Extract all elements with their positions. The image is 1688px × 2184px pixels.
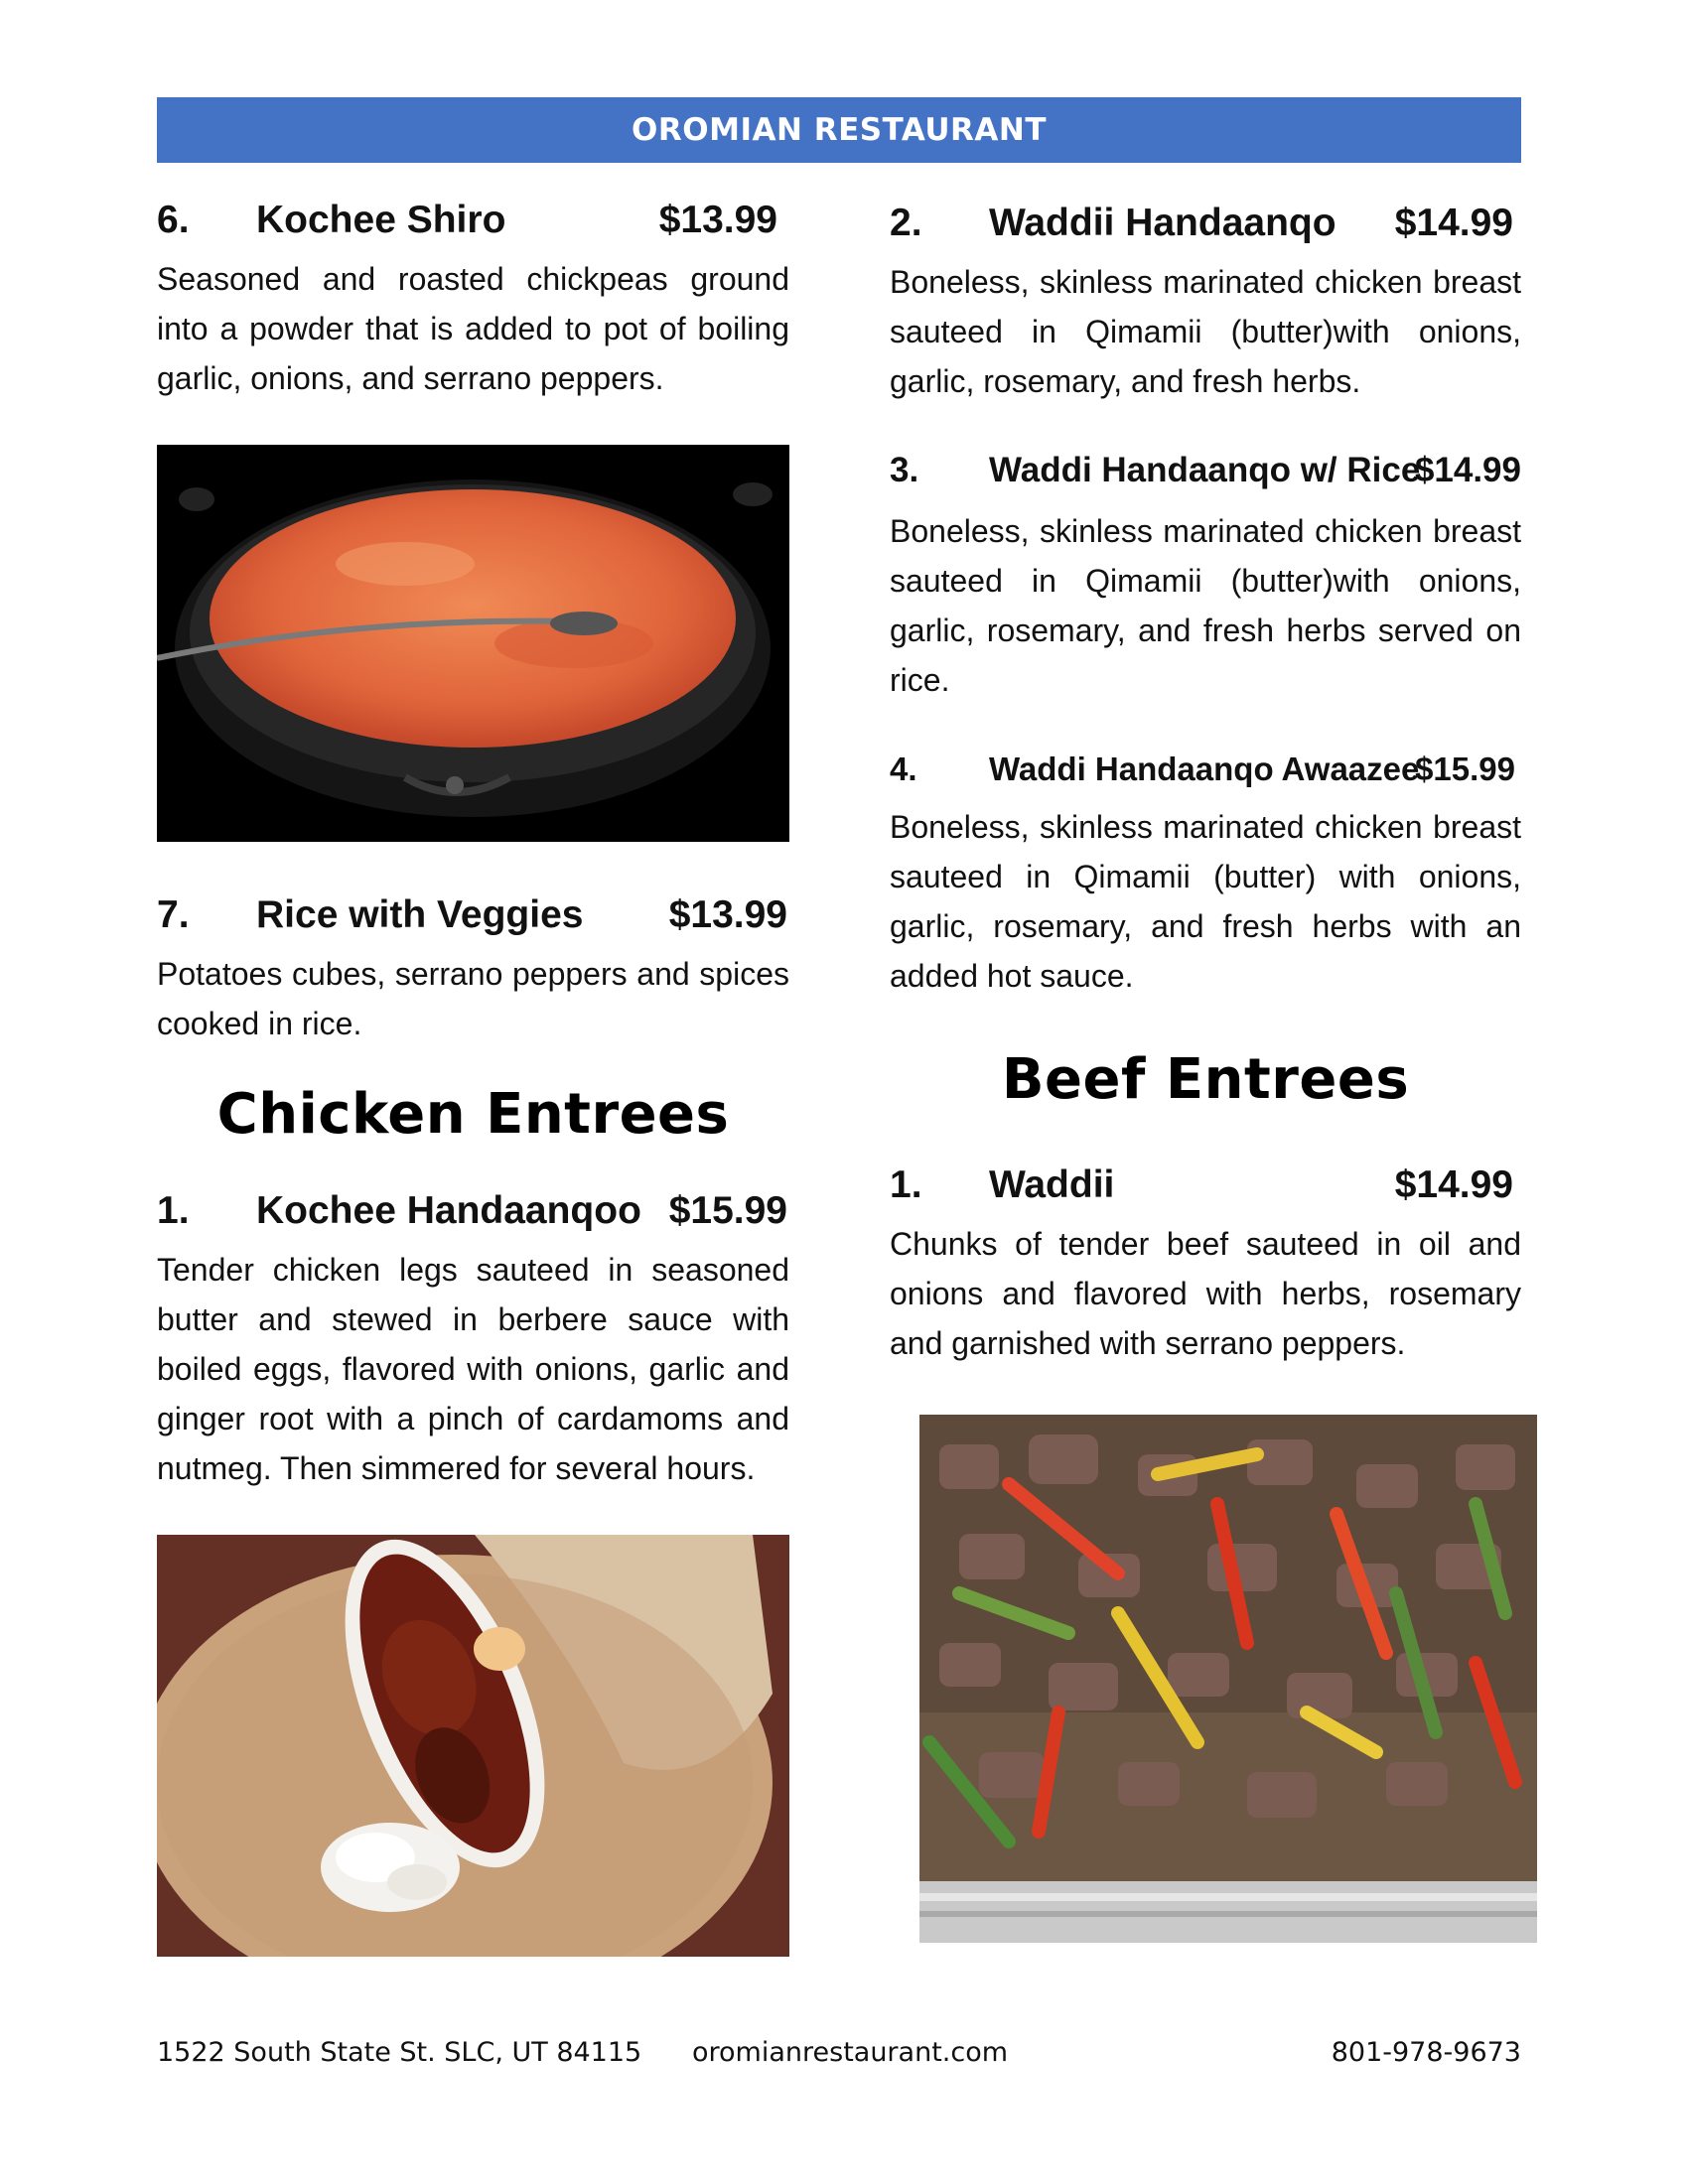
doro-wat-injera-photo <box>157 1535 789 1957</box>
item-price: $14.99 <box>1394 1163 1513 1206</box>
menu-item-header <box>157 1189 789 1245</box>
item-price: $15.99 <box>1415 751 1515 787</box>
menu-item-waddi-handaanqo-awaazee <box>890 751 1521 1001</box>
footer-address: 1522 South State St. SLC, UT 84115 <box>157 2037 642 2068</box>
item-name: Waddii <box>989 1163 1115 1206</box>
item-name: Rice with Veggies <box>256 893 584 936</box>
menu-item-header <box>890 451 1521 506</box>
item-number: 6. <box>157 199 190 241</box>
item-price: $13.99 <box>658 199 777 241</box>
item-description: Tender chicken legs sauteed in seasoned butter and stewed in berbere sauce with boiled eggs, flavored with onions, garlic and ginger root with a pinch of cardamoms and nutmeg. Then simmered for several hours. <box>157 1252 789 1486</box>
menu-item-kochee-handaanqoo <box>157 1189 789 1493</box>
footer-phone: 801-978-9673 <box>1331 2037 1521 2068</box>
item-description: Boneless, skinless marinated chicken breast sauteed in Qimamii (butter) with onions, garlic, rosemary, and fresh herbs with an added hot sauce. <box>890 809 1521 994</box>
item-description: Seasoned and roasted chickpeas ground into a powder that is added to pot of boiling garlic, onions, and serrano peppers. <box>157 261 789 396</box>
menu-item-header <box>890 1163 1521 1219</box>
item-name: Waddi Handaanqo Awaazee <box>989 751 1420 787</box>
menu-item-header <box>890 202 1521 257</box>
item-name: Kochee Handaanqoo <box>256 1189 641 1232</box>
menu-item-waddi-handaanqo-rice <box>890 451 1521 705</box>
menu-item-header <box>890 751 1521 802</box>
shiro-pot-photo <box>157 445 789 842</box>
item-description: Potatoes cubes, serrano peppers and spices cooked in rice. <box>157 956 789 1041</box>
restaurant-name: OROMIAN RESTAURANT <box>632 112 1047 148</box>
item-description: Boneless, skinless marinated chicken breast sauteed in Qimamii (butter)with onions, garlic, rosemary, and fresh herbs. <box>890 264 1521 399</box>
menu-item-waddii-handaanqo <box>890 202 1521 406</box>
beef-tibs-photo <box>919 1415 1537 1943</box>
menu-item-header <box>157 893 789 949</box>
footer-website[interactable]: oromianrestaurant.com <box>692 2037 1009 2068</box>
item-name: Waddi Handaanqo w/ Rice <box>989 451 1421 489</box>
item-number: 7. <box>157 893 190 936</box>
menu-item-rice-with-veggies <box>157 893 789 1048</box>
item-number: 1. <box>157 1189 190 1232</box>
item-name: Kochee Shiro <box>256 199 506 241</box>
item-description: Chunks of tender beef sauteed in oil and onions and flavored with herbs, rosemary and garnished with serrano peppers. <box>890 1226 1521 1361</box>
item-description: Boneless, skinless marinated chicken breast sauteed in Qimamii (butter)with onions, garlic, rosemary, and fresh herbs served on rice. <box>890 513 1521 698</box>
item-number: 1. <box>890 1163 922 1206</box>
restaurant-banner <box>157 97 1521 163</box>
menu-item-waddii <box>890 1163 1521 1368</box>
item-number: 4. <box>890 751 917 787</box>
item-price: $14.99 <box>1414 451 1521 489</box>
chicken-entrees-heading: Chicken Entrees <box>216 1082 730 1147</box>
beef-entrees-heading: Beef Entrees <box>1001 1047 1410 1112</box>
menu-item-header <box>157 199 789 254</box>
item-name: Waddii Handaanqo <box>989 202 1336 244</box>
menu-item-kochee-shiro <box>157 199 789 403</box>
item-price: $13.99 <box>668 893 787 936</box>
item-price: $14.99 <box>1394 202 1513 244</box>
item-price: $15.99 <box>668 1189 787 1232</box>
item-number: 3. <box>890 451 919 489</box>
item-number: 2. <box>890 202 922 244</box>
